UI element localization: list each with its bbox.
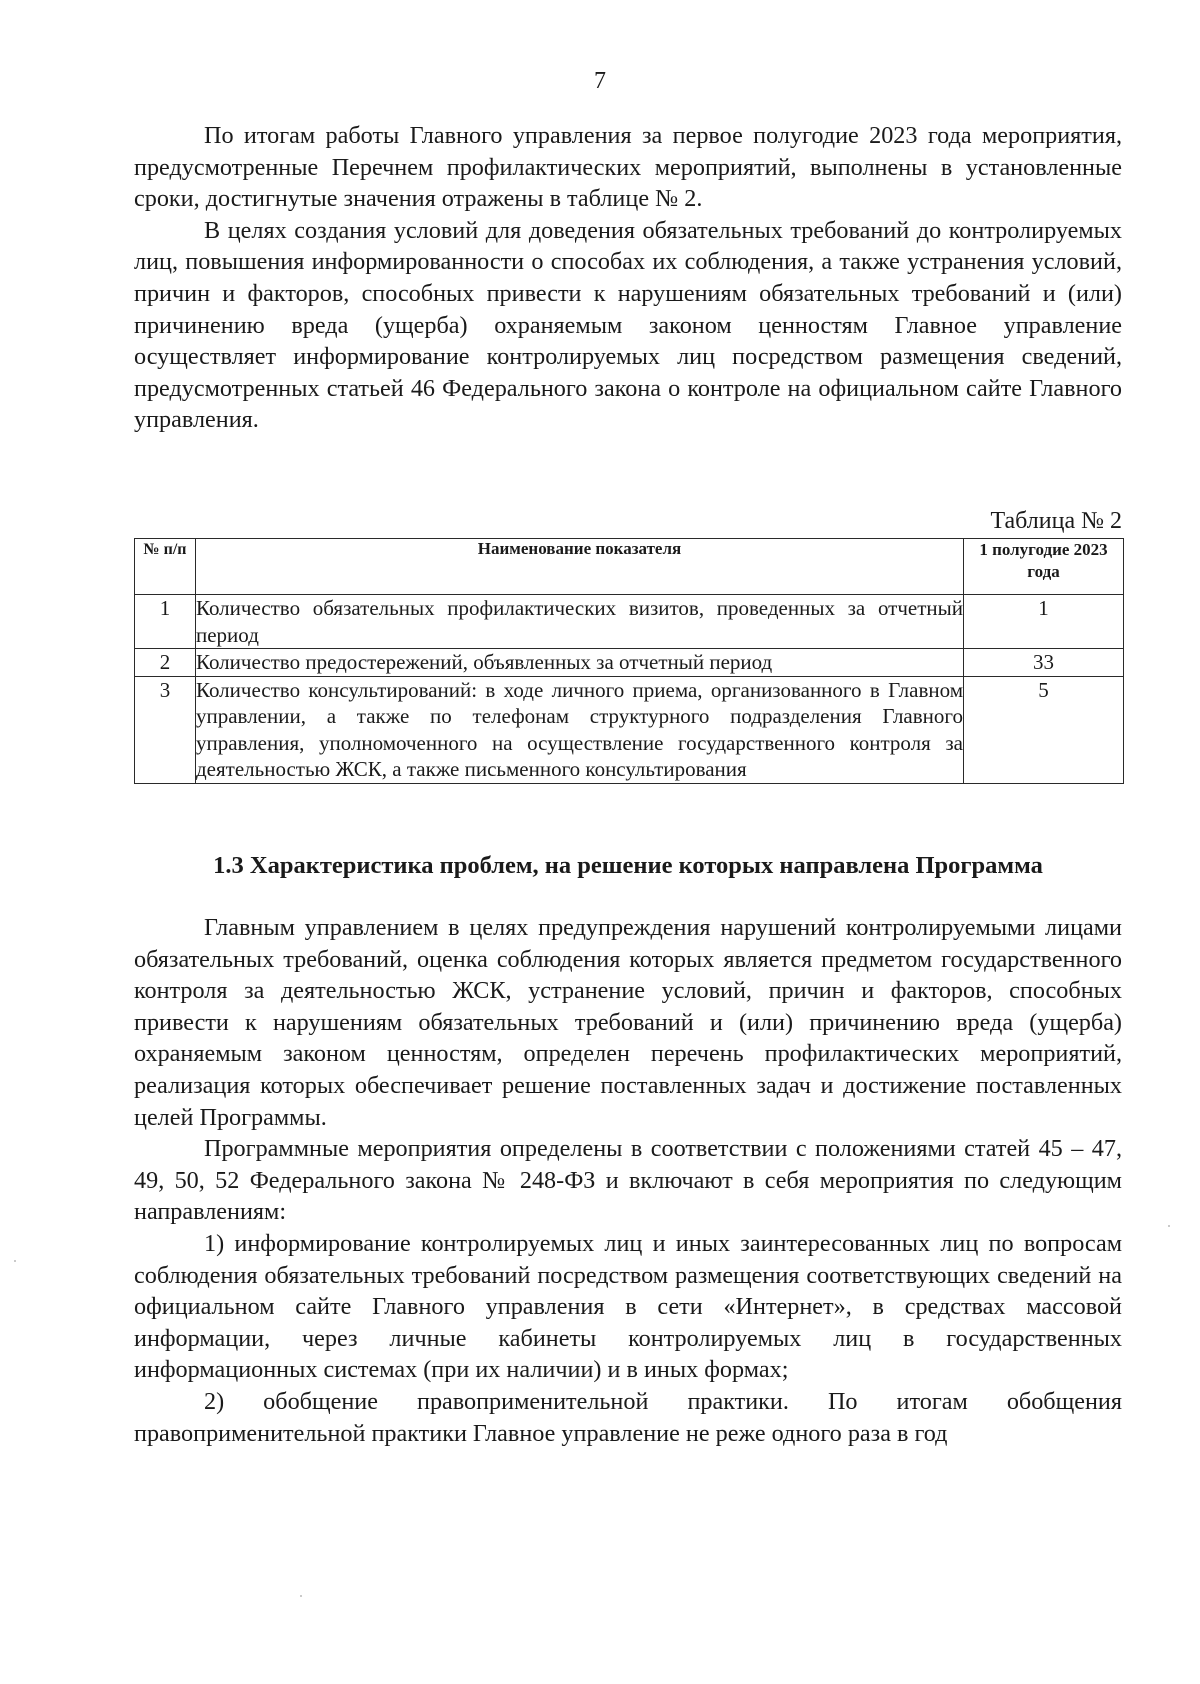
header-period-value: 1 полугодие 2023 года xyxy=(964,539,1124,595)
row-number: 3 xyxy=(135,676,196,783)
section-text xyxy=(134,912,1122,1449)
row-indicator-name: Количество предостережений, объявленных за отчетный период xyxy=(196,649,964,677)
page-number: 7 xyxy=(594,68,606,94)
paragraph-prevention: Главным управлением в целях предупреждения нарушений контролируемыми лицами обязательных требований, оценка соблюдения которых является предметом государственного контроля за деятельностью ЖСК, устранение условий, причин и факторов, способных привести к нарушениям обязательных требований и (или) причинению вреда (ущерба) охраняемым законом ценностям, определен перечень профилактических мероприятий, реализация которых обеспечивает решение поставленных задач и достижение поставленных целей Программы. xyxy=(134,914,1122,1131)
table-row xyxy=(135,649,1124,677)
paragraph-results: По итогам работы Главного управления за первое полугодие 2023 года мероприятия, предусмотренные Перечнем профилактических мероприятий, выполнены в установленные сроки, достигнутые значения отражены в таблице № 2. xyxy=(134,122,1122,213)
row-number: 1 xyxy=(135,595,196,649)
table-row xyxy=(135,676,1124,783)
row-value: 1 xyxy=(964,595,1124,649)
header-number: № п/п xyxy=(135,539,196,595)
scan-speck xyxy=(300,1595,302,1597)
row-value: 5 xyxy=(964,676,1124,783)
row-indicator-name: Количество консультирований: в ходе личного приема, организованного в Главном управлении, а также по телефонам структурного подразделения Главного управления, уполномоченного на осуществление государственного контроля за деятельностью ЖСК, а также письменного консультирования xyxy=(196,677,963,781)
paragraph-program-measures: Программные мероприятия определены в соответствии с положениями статей 45 – 47, 49, 50, 52 Федерального закона № 248-ФЗ и включают в себя мероприятия по следующим направлениям: xyxy=(134,1135,1122,1226)
paragraph-item-informing: 1) информирование контролируемых лиц и иных заинтересованных лиц по вопросам соблюдения обязательных требований посредством размещения соответствующих сведений на официальном сайте Главного управления в сети «Интернет», в средствах массовой информации, через личные кабинеты контролируемых лиц в государственных информационных системах (при их наличии) и в иных формах; xyxy=(134,1229,1122,1384)
indicators-table xyxy=(134,538,1124,784)
header-indicator-name: Наименование показателя xyxy=(196,539,964,595)
scan-speck xyxy=(14,1260,16,1262)
row-indicator-name: Количество обязательных профилактических визитов, проведенных за отчетный период xyxy=(196,596,963,647)
row-number: 2 xyxy=(135,649,196,677)
row-value: 33 xyxy=(964,649,1124,677)
table-caption: Таблица № 2 xyxy=(990,508,1122,534)
table-row xyxy=(135,595,1124,649)
paragraph-informing: В целях создания условий для доведения обязательных требований до контролируемых лиц, повышения информированности о способах их соблюдения, а также устранения условий, причин и факторов, способных привести к нарушениям обязательных требований и (или) причинению вреда (ущерба) охраняемым законом ценностям Главное управление осуществляет информирование контролируемых лиц посредством размещения сведений, предусмотренных статьей 46 Федерального закона о контроле на официальном сайте Главного управления. xyxy=(134,216,1122,434)
section-heading: 1.3 Характеристика проблем, на решение которых направлена Программа xyxy=(213,852,1043,879)
paragraph-item-practice: 2) обобщение правоприменительной практики. По итогам обобщения правоприменительной практики Главное управление не реже одного раза в год xyxy=(134,1387,1122,1447)
intro-text xyxy=(134,120,1122,436)
table-header-row xyxy=(135,539,1124,595)
scan-speck xyxy=(1168,1225,1170,1227)
